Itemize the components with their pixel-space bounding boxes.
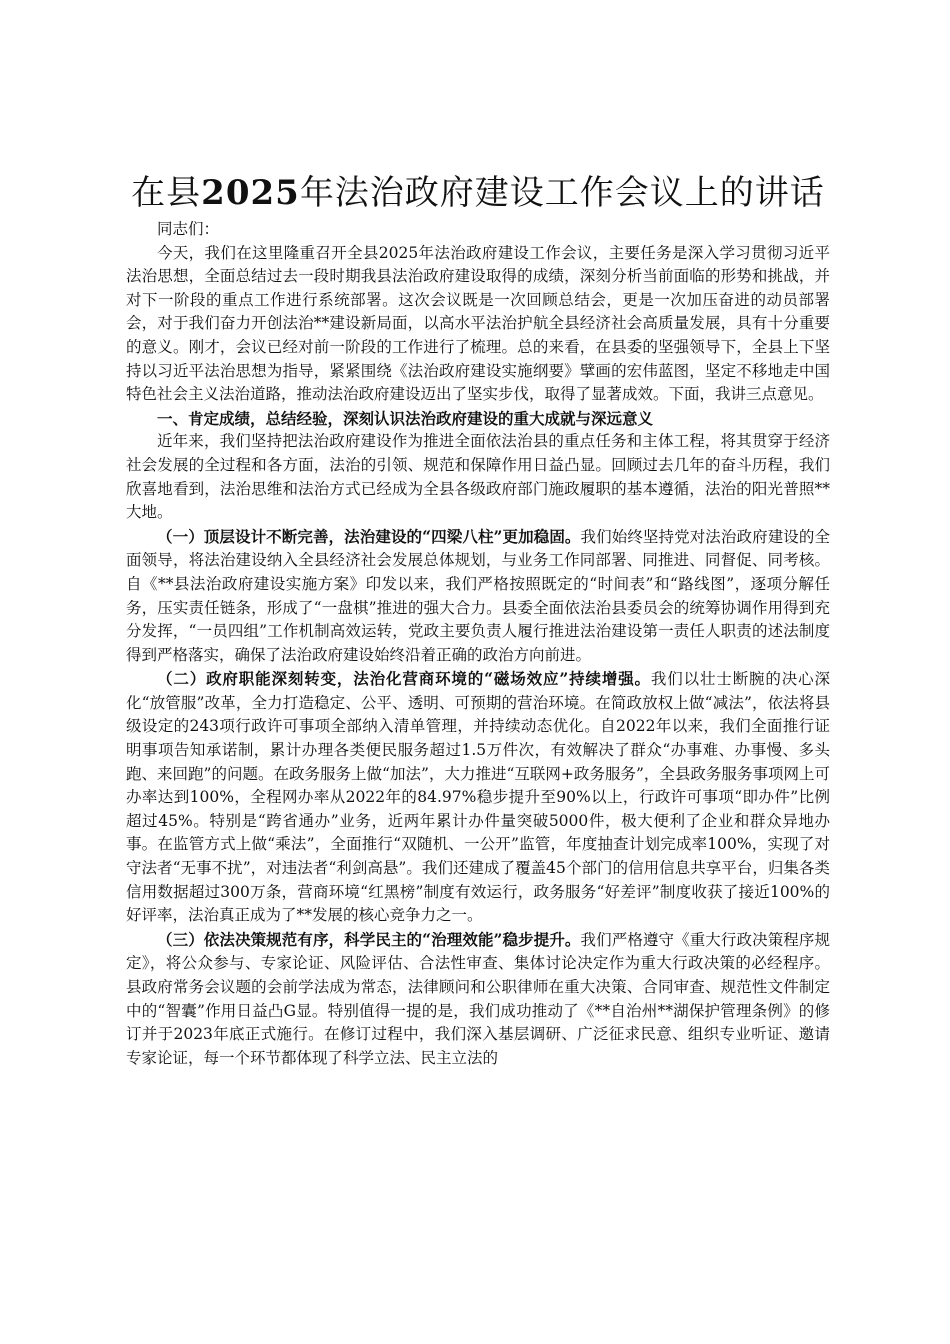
title-suffix: 年法治政府建设工作会议上的讲话: [299, 173, 825, 213]
subsection-three-lead: （三）依法决策规范有序，科学民主的“治理效能”稳步提升。: [157, 929, 581, 949]
subsection-one-paragraph: [126, 525, 830, 668]
subsection-three-paragraph: [126, 928, 830, 1071]
section-one-intro: 近年来，我们坚持把法治政府建设作为推进全面依法治县的重点任务和主体工程，将其贯穿于经济社会发展的全过程和各方面，法治的引领、规范和保障作用日益凸显。回顾过去几年的奋斗历程，我们欣喜地看到，法治思维和法治方式已经成为全县各级政府部门施政履职的基本遵循，法治的阳光普照**大地。: [126, 432, 830, 522]
subsection-two-lead: （二）政府职能深刻转变，法治化营商环境的“磁场效应”持续增强。: [157, 669, 651, 689]
subsection-two-paragraph: [126, 667, 830, 928]
title-year: 2025: [201, 173, 300, 213]
subsection-one-lead: （一）顶层设计不断完善，法治建设的“四梁八柱”更加稳固。: [157, 526, 581, 546]
salutation: 同志们：: [157, 220, 220, 238]
document-page: [126, 170, 830, 1070]
subsection-one-body: 我们始终坚持党对法治政府建设的全面领导，将法治建设纳入全县经济社会发展总体规划，与业务工作同部署、同推进、同督促、同考核。自《**县法治政府建设实施方案》印发以来，我们严格按照既定的“时间表”和“路线图”，逐项分解任务，压实责任链条，形成了“一盘棋”推进的强大合力。县委全面依法治县委员会的统筹协调作用得到充分发挥，“一员四组”工作机制高效运转，党政主要负责人履行推进法治建设第一责任人职责的述法制度得到严格落实，确保了法治政府建设始终沿着正确的政治方向前进。: [126, 527, 830, 664]
subsection-two-body: 我们以壮士断腕的决心深化“放管服”改革，全力打造稳定、公平、透明、可预期的营治环境。在简政放权上做“减法”，依法将县级设定的243项行政许可事项全部纳入清单管理，并持续动态优化。自2022年以来，我们全面推行证明事项告知承诺制，累计办理各类便民服务超过1.5万件次，有效解决了群众“办事难、办事慢、多头跑、来回跑”的问题。在政务服务上做“加法”，大力推进“互联网+政务服务”，全县政务服务事项网上可办率达到100%，全程网办率从2022年的84.97%稳步提升至90%以上，行政许可事项“即办件”比例超过45%。特别是“跨省通办”业务，近两年累计办件量突破5000件，极大便利了企业和群众异地办事。在监管方式上做“乘法”，全面推行“双随机、一公开”监管，年度抽查计划完成率100%，实现了对守法者“无事不扰”，对违法者“利剑高悬”。我们还建成了覆盖45个部门的信用信息共享平台，归集各类信用数据超过300万条，营商环境“红黑榜”制度有效运行，政务服务“好差评”制度收获了接近100%的好评率，法治真正成为了**发展的核心竞争力之一。: [126, 670, 830, 925]
title-prefix: 在县: [131, 173, 202, 213]
document-title: [126, 170, 830, 216]
intro-paragraph: 今天，我们在这里隆重召开全县2025年法治政府建设工作会议，主要任务是深入学习贯彻习近平法治思想，全面总结过去一段时期我县法治政府建设取得的成绩，深刻分析当前面临的形势和挑战，并对下一阶段的重点工作进行系统部署。这次会议既是一次回顾总结会，更是一次加压奋进的动员部署会，对于我们奋力开创法治**建设新局面，以高水平法治护航全县经济社会高质量发展，具有十分重要的意义。刚才，会议已经对前一阶段的工作进行了梳理。总的来看，在县委的坚强领导下，全县上下坚持以习近平法治思想为指导，紧紧围绕《法治政府建设实施纲要》擘画的宏伟蓝图，坚定不移地走中国特色社会主义法治道路，推动法治政府建设迈出了坚实步伐，取得了显著成效。下面，我讲三点意见。: [126, 243, 830, 404]
section-one-heading: 一、肯定成绩，总结经验，深刻认识法治政府建设的重大成就与深远意义: [157, 408, 654, 428]
subsection-three-body: 我们严格遵守《重大行政决策程序规定》，将公众参与、专家论证、风险评估、合法性审查、集体讨论决定作为重大行政决策的必经程序。县政府常务会议题的会前学法成为常态，法律顾问和公职律师在重大决策、合同审查、规范性文件制定中的“智囊”作用日益凸G显。特别值得一提的是，我们成功推动了《**自治州**湖保护管理条例》的修订并于2023年底正式施行。在修订过程中，我们深入基层调研、广泛征求民意、组织专业听证、邀请专家论证，每一个环节都体现了科学立法、民主立法的: [126, 930, 830, 1067]
